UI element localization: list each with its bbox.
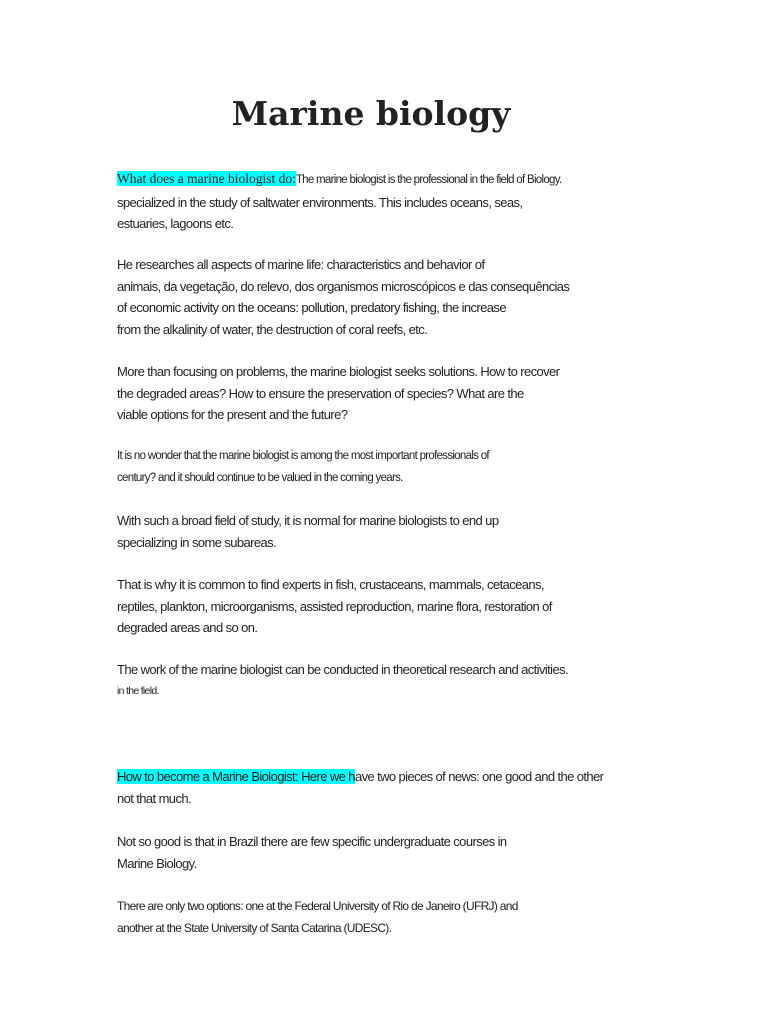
paragraph-line: from the alkalinity of water, the destruction of coral reefs, etc. [117, 321, 428, 337]
paragraph-line: With such a broad field of study, it is normal for marine biologists to end up [117, 513, 499, 528]
paragraph-how-to-become [117, 766, 604, 809]
paragraph-line: animais, da vegetação, do relevo, dos organismos microscópicos e das consequências [117, 278, 570, 294]
paragraph-line: There are only two options: one at the Federal University of Rio de Janeiro (UFRJ) and [117, 899, 518, 913]
paragraph-importance [117, 446, 587, 489]
paragraph-line: specializing in some subareas. [117, 534, 277, 550]
paragraph-line: degraded areas and so on. [117, 620, 258, 635]
paragraph-research-aspects [117, 254, 587, 340]
paragraph-line: specialized in the study of saltwater environments. This includes oceans, seas, [117, 194, 523, 210]
paragraph-line: viable options for the present and the future? [117, 407, 348, 422]
paragraph-line: Marine Biology. [117, 855, 197, 871]
paragraph-line: More than focusing on problems, the marine biologist seeks solutions. How to recover [117, 364, 560, 379]
paragraph-line: another at the State University of Santa Catarina (UDESC). [117, 920, 392, 935]
paragraph-line: not that much. [117, 790, 191, 806]
paragraph-line: estuaries, lagoons etc. [117, 216, 234, 231]
paragraph-line: The work of the marine biologist can be conducted in theoretical research and activities. [117, 662, 568, 677]
paragraph-line [117, 168, 587, 192]
paragraph-work-field [117, 659, 587, 702]
paragraph-line [117, 766, 604, 788]
paragraph-line: Not so good is that in Brazil there are few specific undergraduate courses in [117, 834, 507, 849]
paragraph-experts [117, 574, 587, 639]
paragraph-specializing [117, 510, 587, 553]
paragraph-brazil-courses [117, 831, 587, 874]
paragraph-line: It is no wonder that the marine biologist is among the most important professionals of [117, 450, 489, 462]
paragraph-line: century? and it should continue to be valued in the coming years. [117, 471, 403, 484]
paragraph-line-rest: ave two pieces of news: one good and the other [354, 769, 604, 784]
page-title: Marine biology [231, 94, 511, 133]
paragraph-line: reptiles, plankton, microorganisms, assisted reproduction, marine flora, restoration of [117, 598, 552, 614]
paragraph-solutions [117, 361, 587, 426]
paragraph-line: in the field. [117, 684, 159, 697]
paragraph-line: of economic activity on the oceans: pollution, predatory fishing, the increase [117, 300, 506, 315]
paragraph-line-rest: The marine biologist is the professional in the field of Biology. [295, 174, 562, 186]
highlighted-heading: How to become a Marine Biologist: Here we h [117, 769, 355, 784]
highlighted-heading: What does a marine biologist do: [117, 171, 296, 186]
paragraph-line: the degraded areas? How to ensure the preservation of species? What are the [117, 385, 524, 401]
paragraph-options [117, 896, 587, 939]
paragraph-marine-biologist-definition [117, 168, 587, 235]
paragraph-line: That is why it is common to find experts in fish, crustaceans, mammals, cetaceans, [117, 577, 544, 592]
paragraph-line: He researches all aspects of marine life: characteristics and behavior of [117, 257, 485, 272]
